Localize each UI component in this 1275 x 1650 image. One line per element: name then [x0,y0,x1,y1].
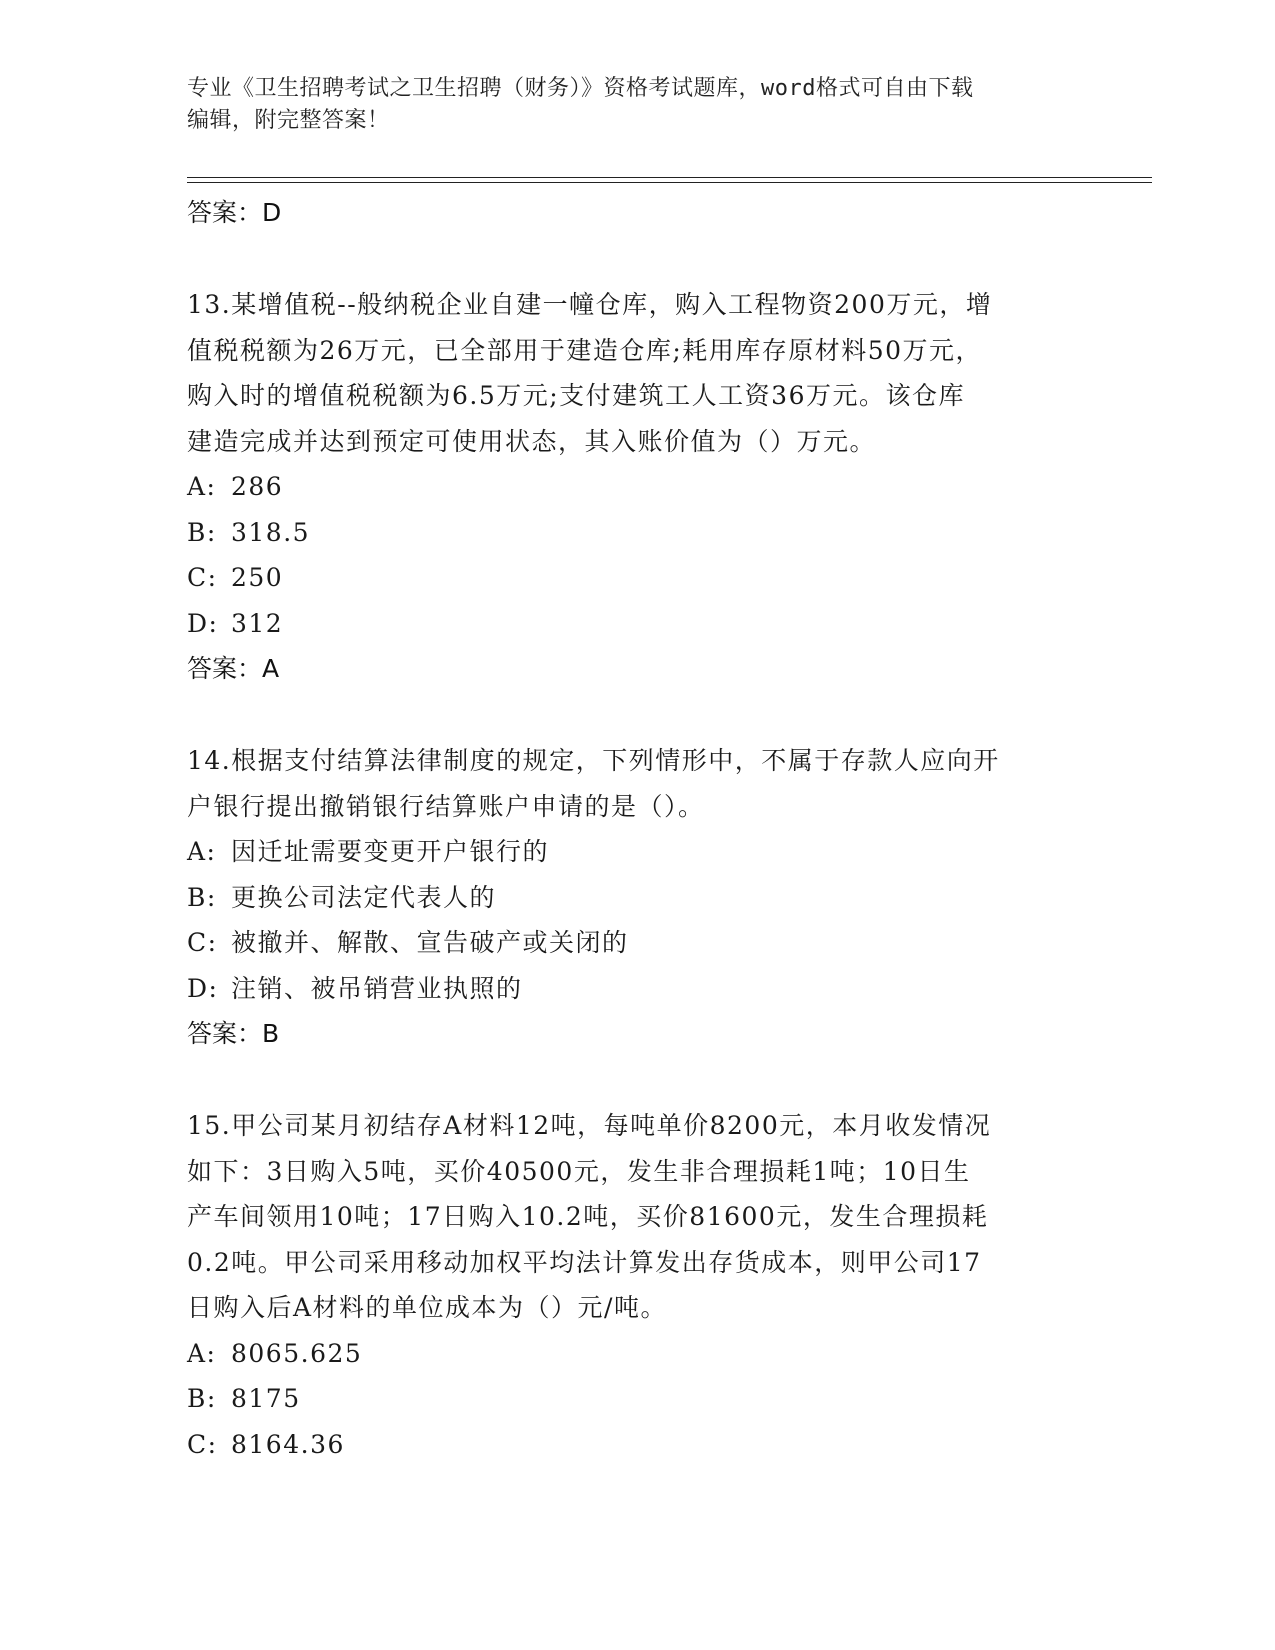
question-list [187,190,1087,1467]
option-key: A: [187,1338,217,1368]
option-key: C: [187,928,218,957]
option-text: 286 [231,472,284,501]
option-key: A: [187,472,217,501]
option-key: B: [187,517,217,547]
option-text: 250 [231,563,284,592]
question-line: 13.某增值税--般纳税企业自建一幢仓库，购入工程物资200万元，增 [187,290,993,319]
option-text: 被撤并、解散、宣告破产或关闭的 [231,928,629,957]
header-divider-bottom [187,182,1152,183]
option-c [187,1422,1087,1468]
option-a [187,829,1087,875]
question-block-15 [187,1103,1087,1467]
header-line-1: 专业《卫生招聘考试之卫生招聘（财务）》资格考试题库，word格式可自由下载 [187,76,974,101]
document-header [187,73,1087,137]
option-key: C: [187,563,218,592]
previous-answer: 答案：D [187,198,282,227]
answer-label: 答案：B [187,1019,280,1048]
option-text: 因迁址需要变更开户银行的 [231,837,550,866]
question-line: 购入时的增值税税额为6.5万元;支付建筑工人工资36万元。该仓库 [187,381,965,410]
option-text: 8175 [231,1384,301,1413]
option-a [187,464,1087,510]
option-key: C: [187,1429,218,1459]
question-line: 值税税额为26万元，已全部用于建造仓库;耗用库存原材料50万元， [187,335,983,365]
question-block-14 [187,738,1087,1056]
option-b [187,875,1087,921]
option-a [187,1331,1087,1377]
option-text: 312 [231,608,284,638]
option-d [187,966,1087,1012]
option-text: 8164.36 [231,1429,345,1459]
question-block-13 [187,282,1087,691]
option-b [187,510,1087,556]
question-line: 15.甲公司某月初结存A材料12吨，每吨单价8200元，本月收发情况 [187,1111,992,1140]
question-line: 如下：3日购入5吨，买价40500元，发生非合理损耗1吨；10日生 [187,1156,971,1186]
question-line: 14.根据支付结算法律制度的规定，下列情形中，不属于存款人应向开 [187,746,1000,775]
option-key: B: [187,882,217,912]
option-b [187,1376,1087,1422]
question-line: 建造完成并达到预定可使用状态，其入账价值为（）万元。 [187,426,877,456]
question-line: 户银行提出撤销银行结算账户申请的是（）。 [187,791,705,821]
option-key: B: [187,1384,217,1413]
option-c [187,555,1087,601]
question-line: 日购入后A材料的单位成本为（）元/吨。 [187,1293,667,1322]
option-text: 318.5 [231,517,311,547]
question-line: 产车间领用10吨；17日购入10.2吨，买价81600元，发生合理损耗 [187,1202,989,1231]
answer-label: 答案：A [187,654,280,683]
question-stem [187,1103,1087,1331]
question-line: 0.2吨。甲公司采用移动加权平均法计算发出存货成本，则甲公司17 [187,1247,982,1277]
option-text: 注销、被吊销营业执照的 [231,973,523,1003]
option-c [187,920,1087,966]
option-text: 8065.625 [231,1338,363,1368]
option-key: D: [187,608,219,638]
option-key: A: [187,837,217,866]
option-text: 更换公司法定代表人的 [231,882,497,912]
question-stem [187,738,1087,829]
option-d [187,601,1087,647]
header-divider-top [187,177,1152,178]
question-stem [187,282,1087,464]
option-key: D: [187,973,219,1003]
header-line-2: 编辑，附完整答案！ [187,108,390,133]
